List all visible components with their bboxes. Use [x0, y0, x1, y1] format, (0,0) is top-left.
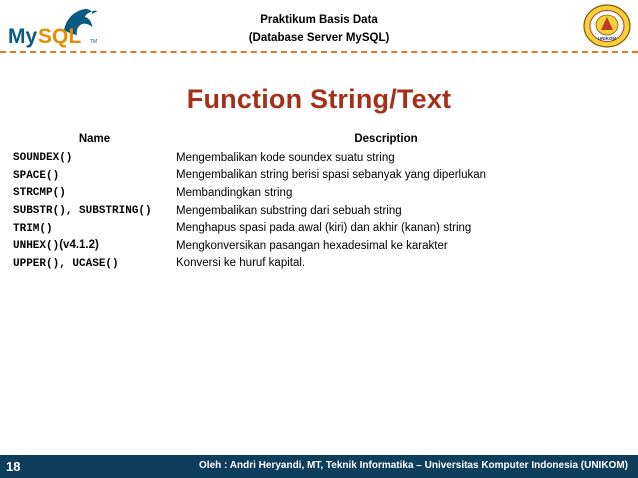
table-row [13, 255, 596, 273]
page-number: 18 [6, 459, 21, 474]
slide-title: Function String/Text [186, 84, 452, 114]
table-row [13, 219, 596, 237]
svg-text:My: My [8, 25, 38, 48]
function-description: Mengembalikan substring dari sebuah string [176, 204, 402, 217]
mysql-logo-text: SQL [38, 25, 82, 48]
function-name: STRCMP() [13, 187, 66, 200]
svg-text:UNIKOM: UNIKOM [597, 36, 617, 41]
function-name: TRIM() [13, 222, 53, 235]
name-column-header: Name [78, 133, 111, 145]
function-description: Membandingkan string [176, 186, 293, 199]
svg-text:TM: TM [90, 39, 98, 45]
function-name: SUBSTR(), SUBSTRING() [13, 205, 152, 218]
function-name: UNHEX()(v4.1.2) [13, 239, 99, 253]
function-description: Konversi ke huruf kapital. [176, 257, 306, 270]
course-title: Praktikum Basis Data [260, 14, 378, 26]
header-rule [0, 51, 638, 53]
table-row [13, 167, 596, 185]
table-row [13, 237, 596, 255]
description-column-header: Description [354, 133, 418, 145]
function-table [13, 133, 596, 272]
function-description: Mengembalikan kode soundex suatu string [176, 151, 395, 164]
course-subtitle: (Database Server MySQL) [248, 32, 390, 44]
footer-credit: Oleh : Andri Heryandi, MT, Teknik Informatika – Universitas Komputer Indonesia (UNIKOM) [199, 460, 628, 471]
unikom-seal [582, 3, 632, 49]
table-row [13, 184, 596, 202]
table-row [13, 202, 596, 220]
function-name: SOUNDEX() [13, 152, 73, 165]
version-note: (v4.1.2) [59, 239, 99, 252]
table-row [13, 149, 596, 167]
slide-footer [0, 455, 638, 478]
function-description: Menghapus spasi pada awal (kiri) dan akhir (kanan) string [176, 222, 472, 235]
function-description: Mengkonversikan pasangan hexadesimal ke karakter [176, 239, 448, 252]
function-description: Mengembalikan string berisi spasi sebanyak yang diperlukan [176, 169, 487, 182]
table-header-row [13, 133, 596, 149]
function-name: SPACE() [13, 169, 60, 182]
slide-header [0, 0, 638, 52]
function-name: UPPER(), UCASE() [13, 257, 119, 270]
